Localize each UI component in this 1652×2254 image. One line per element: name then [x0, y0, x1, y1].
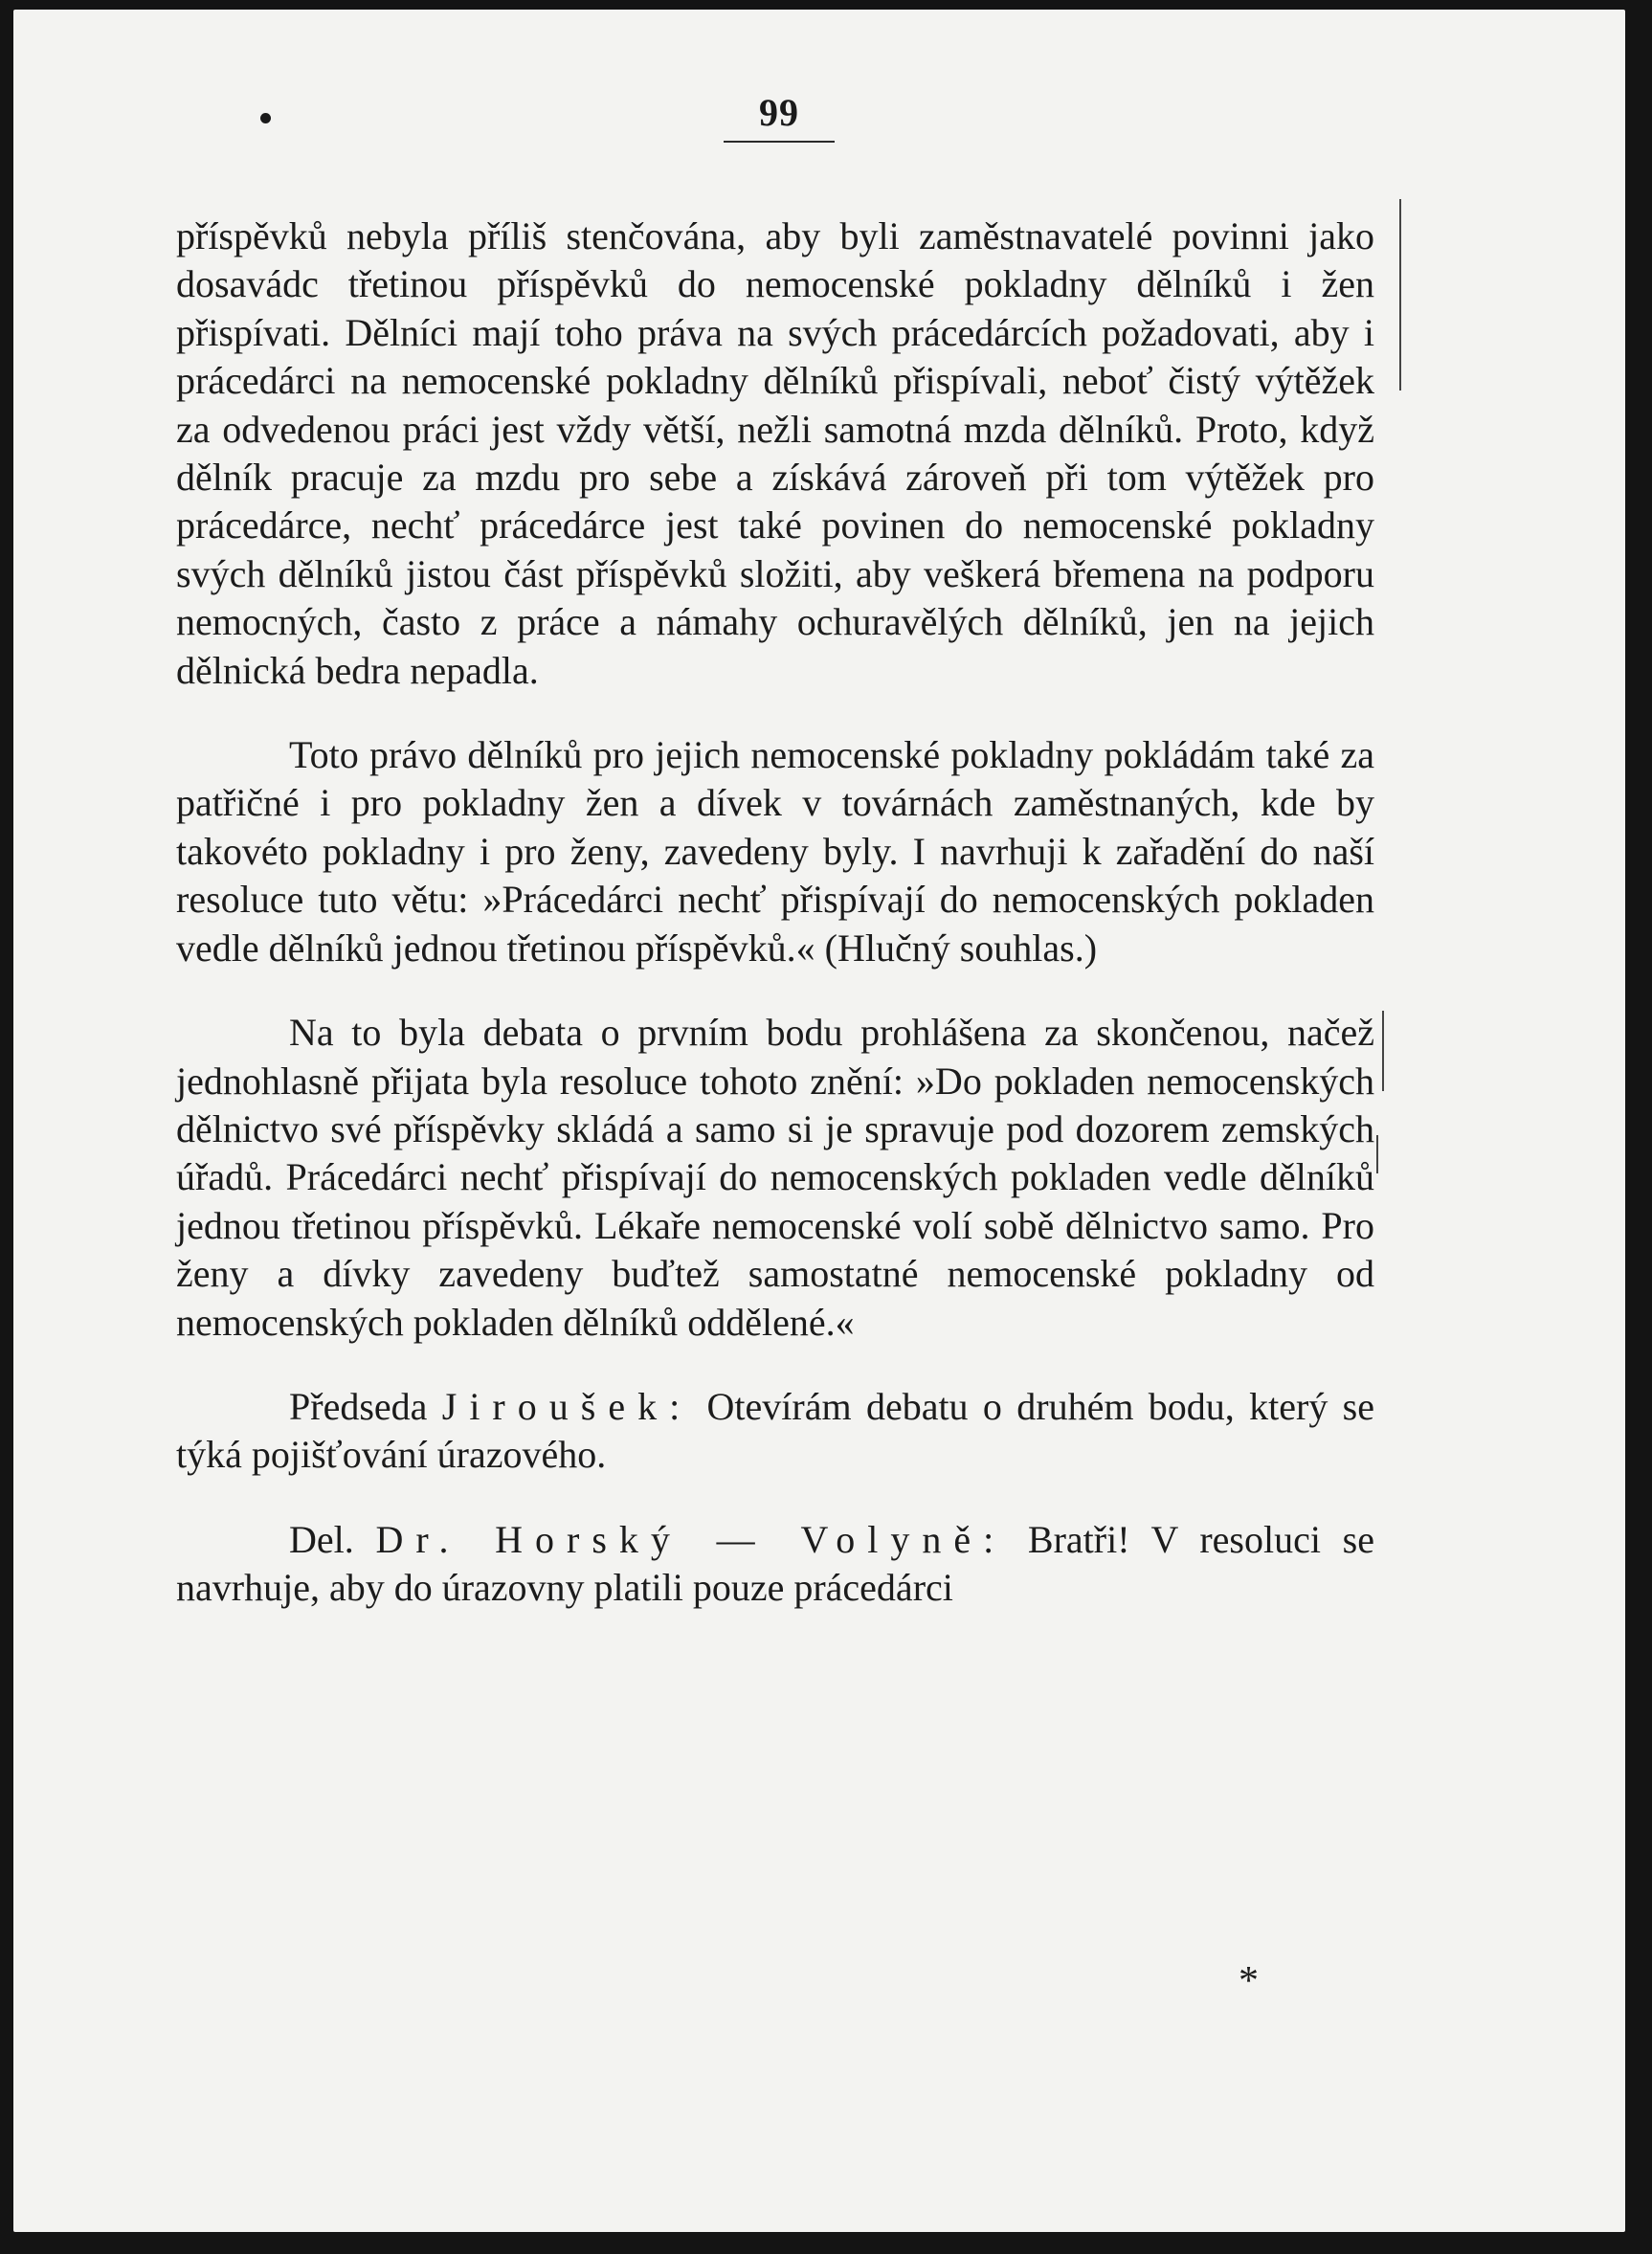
- speech-text: Otevírám debatu o druhém bodu, který se týká pojišťování úrazového.: [176, 1384, 1374, 1477]
- paragraph-3: Na to byla debata o prvním bodu prohlášena za skončenou, načež jednohlasně přijata byla resoluce tohoto znění: »Do pokladen nemocenských dělnictvo své příspěvky skládá a samo si je spravuje pod dozorem zemských úřadů. Prácedárci nechť přispívají do nemocenských pokladen vedle dělníků jednou třetinou příspěvků. Lékaře nemocenské volí sobě dělnictvo samo. Pro ženy a dívky zavedeny buďtež samostatné nemocenské pokladny od nemocenských pokladen dělníků oddělené.«: [176, 1011, 1374, 1344]
- margin-line: [1399, 199, 1401, 391]
- page-number-rule: [724, 141, 835, 143]
- speaker-prefix: Předseda: [289, 1384, 442, 1428]
- document-page: [13, 10, 1625, 2232]
- page-number: 99: [759, 91, 799, 134]
- paragraph-5: [176, 1516, 1374, 1613]
- speaker-prefix: Del.: [289, 1517, 376, 1561]
- paragraph-1: příspěvků nebyla příliš stenčována, aby byli zaměstnavatelé povinni jako dosavádc třetinou příspěvků do nemocenské pokladny dělníků i žen přispívati. Dělníci mají toho práva na svých prácedárcích požadovati, aby i prácedárci na nemocenské pokladny dělníků přispívali, neboť čistý výtěžek za odvedenou práci jest vždy větší, nežli samotná mzda dělníků. Proto, když dělník pracuje za mzdu pro sebe a získává zároveň při tom výtěžek pro prácedárce, nechť prácedárce jest také povinen do nemocenské pokladny svých dělníků jistou část příspěvků složiti, aby veškerá břemena na podporu nemocných, často z práce a námahy ochuravělých dělníků, jen na jejich dělnická bedra nepadla.: [176, 214, 1374, 692]
- margin-line: [1376, 1135, 1378, 1173]
- margin-line: [1382, 1011, 1384, 1091]
- speech-text: Bratři! V resoluci se navrhuje, aby do úrazovny platili pouze prácedárci: [176, 1517, 1374, 1610]
- speaker-name: Jiroušek:: [441, 1384, 693, 1428]
- ink-dot: [260, 113, 271, 123]
- footer-asterisk: *: [1239, 1959, 1259, 2003]
- paragraph-2: Toto právo dělníků pro jejich nemocenské pokladny pokládám také za patřičné i pro pokladny žen a dívek v továrnách zaměstnaných, kde by takovéto pokladny i pro ženy, zavedeny byly. I navrhuji k zařadění do naší resoluce tuto větu: »Prácedárci nechť přispívají do nemocenských pokladen vedle dělníků jednou třetinou příspěvků.« (Hlučný souhlas.): [176, 733, 1374, 970]
- body-text: [176, 212, 1374, 1613]
- paragraph-4: [176, 1383, 1374, 1480]
- speaker-name: Dr. Horský — Volyně:: [375, 1517, 1007, 1561]
